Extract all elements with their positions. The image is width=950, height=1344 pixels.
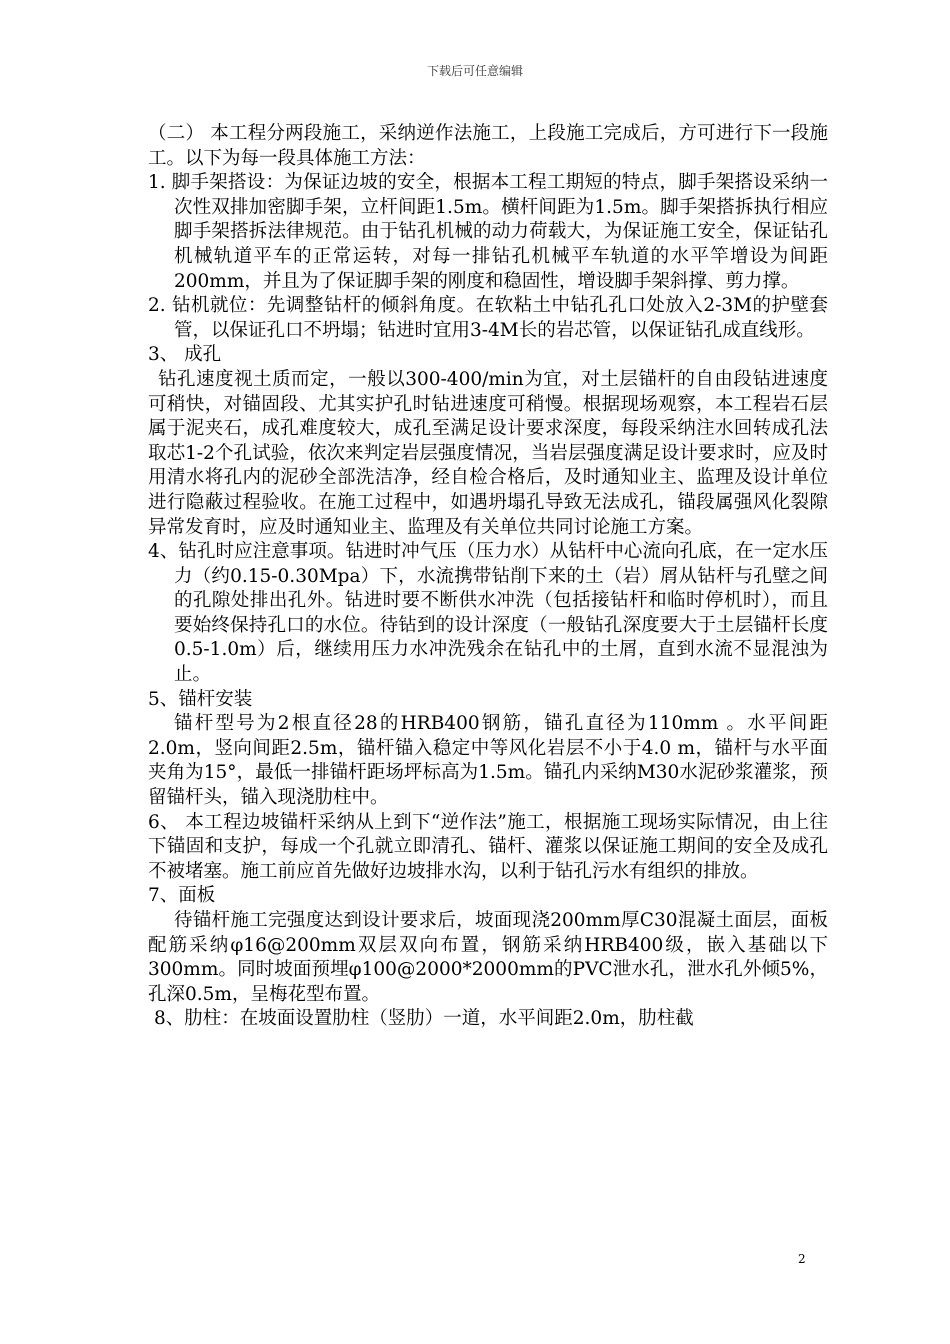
- paragraph-item-1-scaffold: 1. 脚手架搭设：为保证边坡的安全，根据本工程工期短的特点，脚手架搭设采纳一次性双排加密脚手架，立杆间距1.5m。横杆间距为1.5m。脚手架搭拆执行相应脚手架搭拆法律规范。由于钻孔机械的动力荷载大，为保证施工安全，保证钻孔机械轨道平车的正常运转，对每一排钻孔机械平车轨道的水平竿增设为间距200mm，并且为了保证脚手架的刚度和稳固性，增设脚手架斜撑、剪力撑。: [148, 172, 828, 292]
- paragraph-anchor-install-body: 锚杆型号为2根直径28的HRB400钢筋，锚孔直径为110mm 。水平间距2.0m，竖向间距2.5m，锚杆锚入稳定中等风化岩层不小于4.0 m，锚杆与水平面夹角为15°，最低一排锚杆距场坪标高为1.5m。锚孔内采纳M30水泥砂浆灌浆，预留锚杆头，锚入现浇肋柱中。: [148, 713, 828, 809]
- paragraph-section-2-intro: （二） 本工程分两段施工，采纳逆作法施工，上段施工完成后，方可进行下一段施工。以下为每一段具体施工方法：: [148, 123, 828, 169]
- document-body: [148, 122, 828, 1032]
- heading-item-5-anchor-install: 5、锚杆安装: [148, 688, 253, 710]
- paragraph-item-6-reverse-method: 6、 本工程边坡锚杆采纳从上到下“逆作法”施工，根据施工现场实际情况，由上往下锚固和支护，每成一个孔就立即清孔、锚杆、灌浆以保证施工期间的安全及成孔不被堵塞。施工前应首先做好边坡排水沟，以利于钻孔污水有组织的排放。: [148, 811, 828, 882]
- heading-item-7-panel: 7、面板: [148, 885, 216, 907]
- heading-item-3-hole-forming: 3、 成孔: [148, 344, 222, 366]
- paragraph-panel-body: 待锚杆施工完强度达到设计要求后，坡面现浇200mm厚C30混凝土面层，面板配筋采纳φ16@200mm双层双向布置，钢筋采纳HRB400级，嵌入基础以下300mm。同时坡面预埋φ100@2000*2000mm的PVC泄水孔，泄水孔外倾5%，孔深0.5m，呈梅花型布置。: [148, 910, 828, 1005]
- paragraph-item-8-rib-column: 8、肋柱：在坡面设置肋柱（竖肋）一道，水平间距2.0m，肋柱截: [154, 1008, 694, 1030]
- paragraph-item-2-drill-setup: 2. 钻机就位：先调整钻杆的倾斜角度。在软粘土中钻孔孔口处放入2-3M的护壁套管，以保证孔口不坍塌；钻进时宜用3-4M长的岩芯管，以保证钻孔成直线形。: [148, 295, 828, 341]
- page-number: 2: [798, 1252, 806, 1266]
- paragraph-item-4-drilling-notes: 4、钻孔时应注意事项。钻进时冲气压（压力水）从钻杆中心流向孔底，在一定水压力（约0.15-0.30Mpa）下，水流携带钻削下来的土（岩）屑从钻杆与孔壁之间的孔隙处排出孔外。钻进时要不断供水冲洗（包括接钻杆和临时停机时），而且要始终保持孔口的水位。待钻到的设计深度（一般钻孔深度要大于土层锚杆长度0.5-1.0m）后，继续用压力水冲洗残余在钻孔中的土屑，直到水流不显混浊为止。: [148, 541, 828, 686]
- page-header: 下载后可任意编辑: [426, 64, 523, 78]
- paragraph-hole-forming-body: 钻孔速度视土质而定，一般以300-400/min为宜，对土层锚杆的自由段钻进速度可稍快，对锚固段、尤其实护孔时钻进速度可稍慢。根据现场观察，本工程岩石层属于泥夹石，成孔难度较大，成孔至满足设计要求深度，每段采纳注水回转成孔法取芯1-2个孔试验，依次来判定岩层强度情况，当岩层强度满足设计要求时，应及时用清水将孔内的泥砂全部洗洁净，经自检合格后，及时通知业主、监理及设计单位进行隐蔽过程验收。在施工过程中，如遇坍塌孔导致无法成孔，锚段属强风化裂隙异常发育时，应及时通知业主、监理及有关单位共同讨论施工方案。: [148, 368, 828, 538]
